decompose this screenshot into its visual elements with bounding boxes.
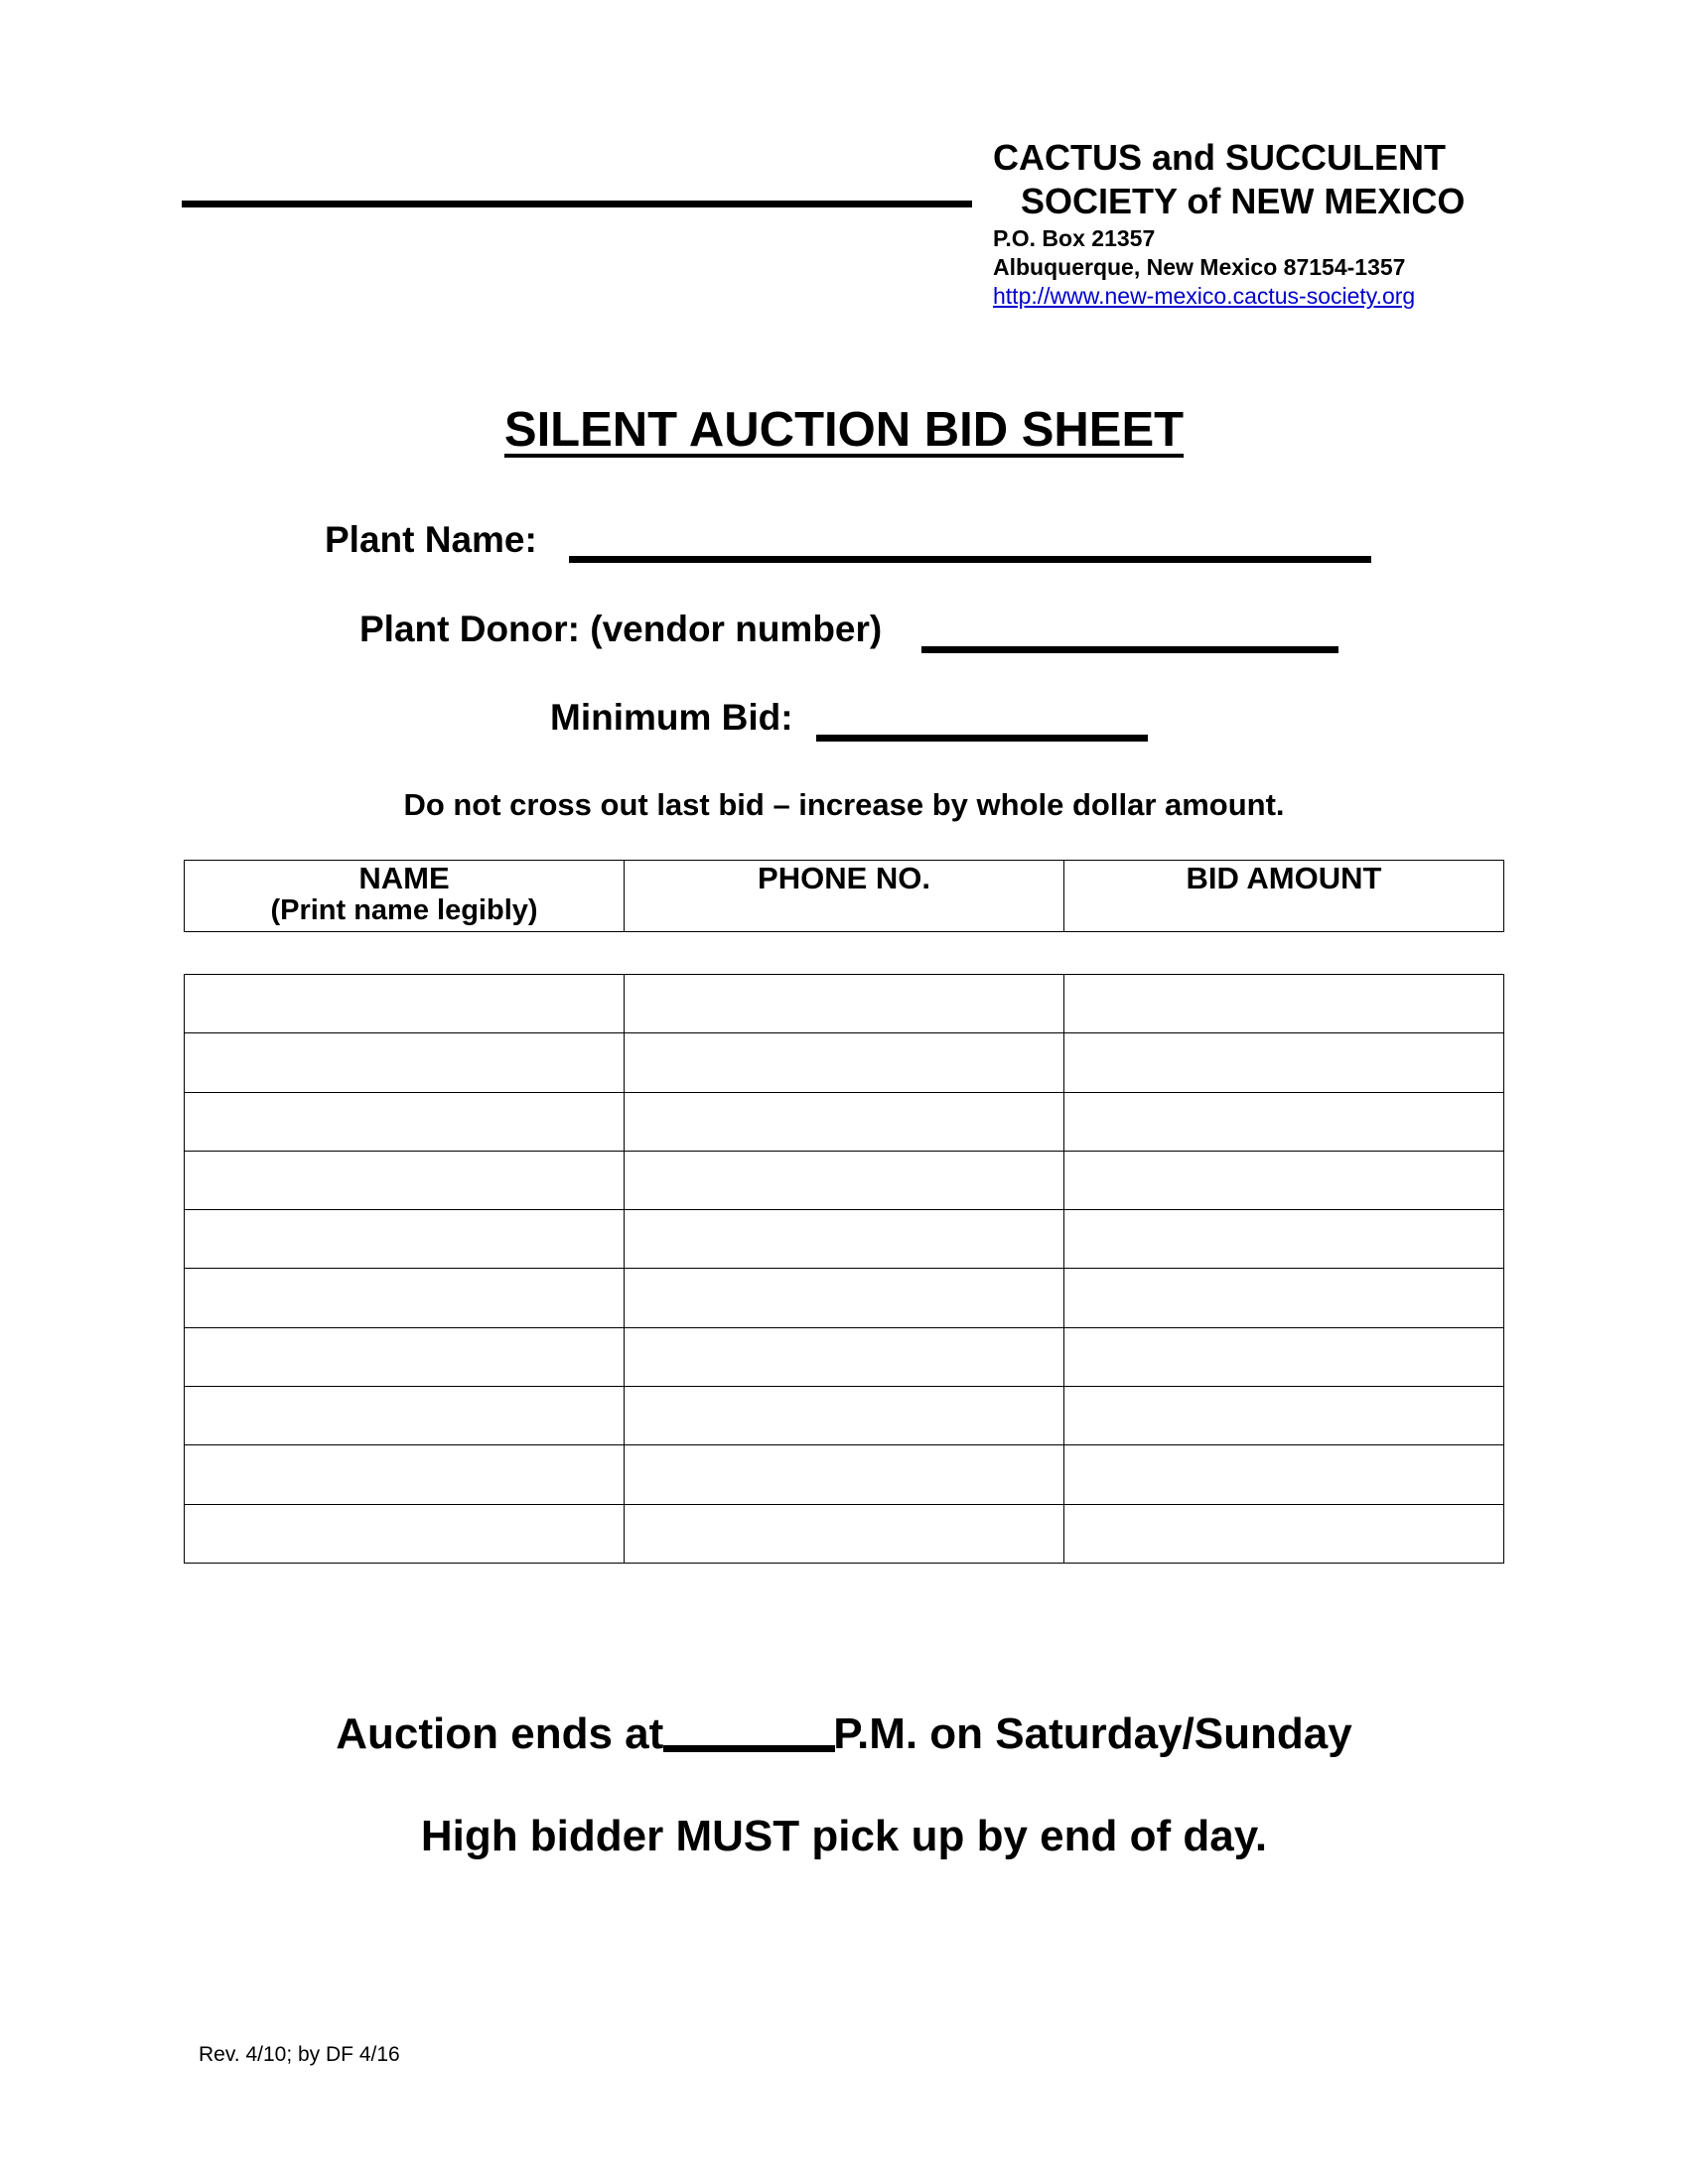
po-box: P.O. Box 21357 <box>993 225 1156 251</box>
plant-donor-field[interactable] <box>921 646 1338 653</box>
bid-cell-phone[interactable] <box>625 1327 1064 1386</box>
bid-cell-bid-amount[interactable] <box>1064 1445 1504 1504</box>
pickup-note: High bidder MUST pick up by end of day. <box>420 1812 1268 1860</box>
table-row <box>185 1327 1504 1386</box>
bid-cell-bid-amount[interactable] <box>1064 1151 1504 1209</box>
bid-cell-bid-amount[interactable] <box>1064 1033 1504 1092</box>
bid-cell-name[interactable] <box>185 1033 625 1092</box>
bid-cell-bid-amount[interactable] <box>1064 1327 1504 1386</box>
bid-cell-name[interactable] <box>185 1327 625 1386</box>
bid-table <box>184 974 1504 1564</box>
bid-table-body <box>185 975 1504 1564</box>
bid-cell-phone[interactable] <box>625 1387 1064 1445</box>
bid-cell-name[interactable] <box>185 1269 625 1327</box>
bid-cell-name[interactable] <box>185 1445 625 1504</box>
header-rule <box>182 201 972 207</box>
column-header-phone <box>625 861 1064 932</box>
bid-cell-bid-amount[interactable] <box>1064 1092 1504 1151</box>
org-name-line1: CACTUS and SUCCULENT <box>993 137 1446 178</box>
plant-name-field[interactable] <box>569 556 1371 563</box>
auction-ends-line <box>0 1708 1688 1760</box>
table-row <box>185 1033 1504 1092</box>
table-row <box>185 1269 1504 1327</box>
bid-cell-phone[interactable] <box>625 1151 1064 1209</box>
bid-cell-phone[interactable] <box>625 975 1064 1033</box>
minimum-bid-field[interactable] <box>816 735 1148 742</box>
bid-cell-name[interactable] <box>185 1387 625 1445</box>
column-header-name-label: NAME <box>358 861 450 895</box>
auction-ends-prefix: Auction ends at <box>336 1709 664 1758</box>
column-header-name-sublabel: (Print name legibly) <box>270 894 538 926</box>
minimum-bid-label: Minimum Bid: <box>550 697 793 738</box>
plant-donor-label: Plant Donor: (vendor number) <box>359 609 883 649</box>
auction-ends-suffix: P.M. on Saturday/Sunday <box>833 1709 1352 1758</box>
bid-table-header <box>184 860 1504 932</box>
column-header-bid-amount <box>1064 861 1504 932</box>
bid-cell-bid-amount[interactable] <box>1064 1269 1504 1327</box>
bid-cell-bid-amount[interactable] <box>1064 1387 1504 1445</box>
bid-cell-phone[interactable] <box>625 1445 1064 1504</box>
table-row <box>185 1387 1504 1445</box>
bid-cell-phone[interactable] <box>625 1210 1064 1269</box>
city-address: Albuquerque, New Mexico 87154-1357 <box>993 254 1406 280</box>
website-link[interactable]: http://www.new-mexico.cactus-society.org <box>993 283 1416 309</box>
bid-cell-phone[interactable] <box>625 1033 1064 1092</box>
column-header-phone-label: PHONE NO. <box>758 861 930 895</box>
bid-cell-name[interactable] <box>185 1092 625 1151</box>
bid-instruction: Do not cross out last bid – increase by whole dollar amount. <box>403 787 1285 822</box>
bid-cell-bid-amount[interactable] <box>1064 975 1504 1033</box>
table-row <box>185 1092 1504 1151</box>
column-header-bid-label: BID AMOUNT <box>1186 861 1382 895</box>
table-row <box>185 1445 1504 1504</box>
table-row <box>185 975 1504 1033</box>
org-name-line2: SOCIETY of NEW MEXICO <box>1021 181 1466 221</box>
plant-name-label: Plant Name: <box>325 519 537 560</box>
bid-cell-name[interactable] <box>185 1151 625 1209</box>
table-row <box>185 1210 1504 1269</box>
bid-cell-phone[interactable] <box>625 1269 1064 1327</box>
bid-cell-phone[interactable] <box>625 1504 1064 1563</box>
column-header-name <box>185 861 625 932</box>
bid-cell-name[interactable] <box>185 975 625 1033</box>
bid-cell-bid-amount[interactable] <box>1064 1504 1504 1563</box>
bid-cell-name[interactable] <box>185 1210 625 1269</box>
page-title-text: SILENT AUCTION BID SHEET <box>503 403 1185 457</box>
bid-cell-bid-amount[interactable] <box>1064 1210 1504 1269</box>
table-row <box>185 1151 1504 1209</box>
page-title <box>0 402 1688 458</box>
bid-cell-name[interactable] <box>185 1504 625 1563</box>
bid-cell-phone[interactable] <box>625 1092 1064 1151</box>
revision-note: Rev. 4/10; by DF 4/16 <box>199 2043 400 2066</box>
table-row <box>185 1504 1504 1563</box>
auction-end-time-field[interactable] <box>663 1745 835 1752</box>
